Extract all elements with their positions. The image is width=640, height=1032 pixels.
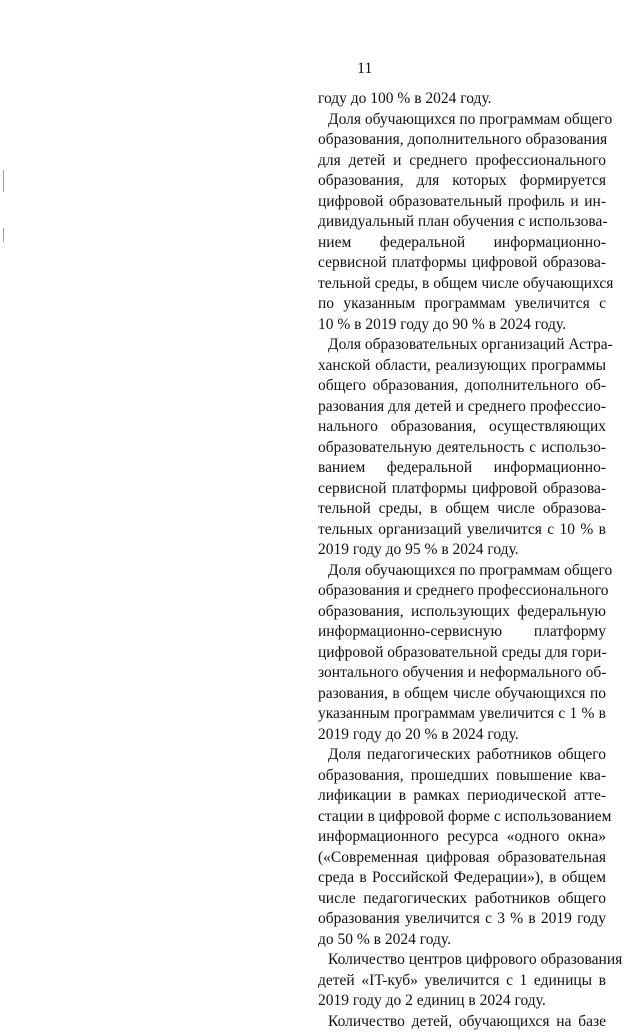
paragraph [318, 110, 606, 336]
text-line: 10 % в 2019 году до 90 % в 2024 году. [318, 315, 606, 336]
text-line: 2019 году до 20 % в 2024 году. [318, 725, 606, 746]
text-line: информационного ресурса «одного окна» [318, 827, 606, 848]
text-line: Доля обучающихся по программам общего [318, 561, 606, 582]
text-line: детей «IT-куб» увеличится с 1 единицы в [318, 971, 606, 992]
text-line: 2019 году до 2 единиц в 2024 году. [318, 991, 606, 1012]
text-line: образования, дополнительного образования [318, 130, 606, 151]
text-line: нием федеральной информационно- [318, 233, 606, 254]
text-line: указанным программам увеличится с 1 % в [318, 704, 606, 725]
text-line: общего образования, дополнительного об- [318, 376, 606, 397]
text-line: лификации в рамках периодической атте- [318, 786, 606, 807]
text-line: разования, в общем числе обучающихся по [318, 684, 606, 705]
text-line: Доля обучающихся по программам общего [318, 110, 606, 131]
page-number: 11 [357, 60, 372, 78]
text-line: нального образования, осуществляющих [318, 417, 606, 438]
text-line: ванием федеральной информационно- [318, 458, 606, 479]
document-body [318, 89, 606, 1032]
text-line: ханской области, реализующих программы [318, 356, 606, 377]
paragraph [318, 950, 606, 1012]
paragraph [318, 1012, 606, 1032]
text-line: сервисной платформы цифровой образова- [318, 479, 606, 500]
text-line: Доля педагогических работников общего [318, 745, 606, 766]
text-line: до 50 % в 2024 году. [318, 930, 606, 951]
text-line: числе педагогических работников общего [318, 889, 606, 910]
text-line: сервисной платформы цифровой образова- [318, 253, 606, 274]
text-line: тельных организаций увеличится с 10 % в [318, 520, 606, 541]
text-line: Доля образовательных организаций Астра- [318, 335, 606, 356]
text-line: зонтального обучения и неформального об- [318, 663, 606, 684]
left-margin-mark-top [3, 170, 4, 192]
paragraph [318, 745, 606, 950]
paragraph [318, 89, 606, 110]
left-margin-mark-bottom [3, 228, 4, 242]
text-line: тельной среды, в общем числе образова- [318, 499, 606, 520]
text-line: образования и среднего профессионального [318, 581, 606, 602]
text-line: по указанным программам увеличится с [318, 294, 606, 315]
text-line: цифровой образовательной среды для гори- [318, 643, 606, 664]
text-line: стации в цифровой форме с использованием [318, 807, 606, 828]
text-line: для детей и среднего профессионального [318, 151, 606, 172]
text-line: 2019 году до 95 % в 2024 году. [318, 540, 606, 561]
text-line: Количество центров цифрового образования [318, 950, 606, 971]
text-line: дивидуальный план обучения с использова- [318, 212, 606, 233]
text-line: информационно-сервисную платформу [318, 622, 606, 643]
text-line: образования, использующих федеральную [318, 602, 606, 623]
text-line: цифровой образовательный профиль и ин- [318, 192, 606, 213]
text-line: образования, для которых формируется [318, 171, 606, 192]
text-line: тельной среды, в общем числе обучающихся [318, 274, 606, 295]
text-line: Количество детей, обучающихся на базе [318, 1012, 606, 1032]
text-line: образования увеличится с 3 % в 2019 году [318, 909, 606, 930]
text-line: («Современная цифровая образовательная [318, 848, 606, 869]
paragraph [318, 561, 606, 746]
text-line: образования, прошедших повышение ква- [318, 766, 606, 787]
text-line: году до 100 % в 2024 году. [318, 89, 606, 110]
paragraph [318, 335, 606, 561]
text-line: среда в Российской Федерации»), в общем [318, 868, 606, 889]
text-line: разования для детей и среднего профессио- [318, 397, 606, 418]
text-line: образовательную деятельность с использо- [318, 438, 606, 459]
